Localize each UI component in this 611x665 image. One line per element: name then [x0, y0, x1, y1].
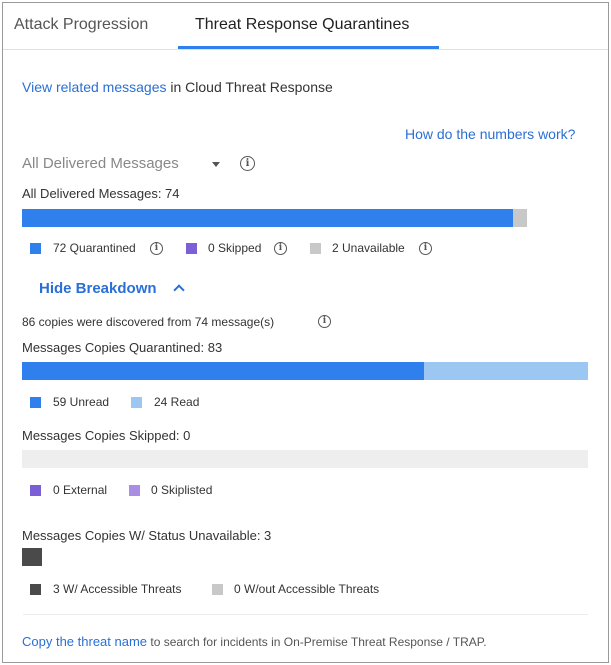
delivered-summary: All Delivered Messages: 74 — [22, 186, 180, 201]
info-icon[interactable]: i — [274, 242, 287, 255]
legend-quarantined: 72 Quarantined — [53, 241, 136, 255]
footer-line — [22, 633, 487, 651]
bar-segment-unavailable — [513, 209, 527, 227]
legend-swatch-skiplisted — [129, 485, 140, 496]
tab-divider — [3, 49, 608, 50]
hide-breakdown-button[interactable]: Hide Breakdown — [39, 280, 157, 297]
copies-unavailable-label: Messages Copies W/ Status Unavailable: 3 — [22, 528, 272, 543]
legend-swatch-without-threats — [212, 584, 223, 595]
legend-swatch-quarantined — [30, 243, 41, 254]
chevron-up-icon[interactable] — [173, 284, 184, 295]
legend-swatch-unavailable — [310, 243, 321, 254]
legend-without-threats: 0 W/out Accessible Threats — [234, 582, 380, 596]
bar-segment-quarantined — [22, 209, 513, 227]
info-icon[interactable]: i — [150, 242, 163, 255]
legend-external: 0 External — [53, 483, 108, 497]
quarantine-panel — [2, 2, 609, 663]
info-icon[interactable]: i — [318, 315, 331, 328]
legend-swatch-external — [30, 485, 41, 496]
legend-skipped: 0 Skipped — [208, 241, 262, 255]
legend-swatch-skipped — [186, 243, 197, 254]
view-related-messages-link[interactable]: View related messages — [22, 79, 167, 95]
bar-segment-unread — [22, 362, 424, 380]
info-icon[interactable]: i — [419, 242, 432, 255]
legend-swatch-unread — [30, 397, 41, 408]
bar-segment-with-threats — [22, 548, 42, 566]
bar-track-skipped — [22, 450, 588, 468]
copies-quarantined-label: Messages Copies Quarantined: 83 — [22, 340, 223, 355]
messages-filter-dropdown[interactable]: All Delivered Messages — [22, 155, 179, 172]
chevron-down-icon[interactable] — [212, 162, 220, 167]
how-numbers-work-link[interactable]: How do the numbers work? — [405, 126, 576, 142]
footer-divider — [23, 614, 588, 615]
related-messages-line — [22, 79, 333, 95]
legend-read: 24 Read — [154, 395, 200, 409]
legend-unavailable: 2 Unavailable — [332, 241, 405, 255]
legend-swatch-with-threats — [30, 584, 41, 595]
footer-suffix: to search for incidents in On-Premise Threat Response / TRAP. — [147, 635, 487, 649]
related-messages-suffix: in Cloud Threat Response — [166, 79, 333, 95]
copies-discovered-text: 86 copies were discovered from 74 message(s) — [22, 315, 275, 329]
legend-skiplisted: 0 Skiplisted — [151, 483, 213, 497]
bar-segment-read — [424, 362, 588, 380]
legend-swatch-read — [131, 397, 142, 408]
tab-threat-response-quarantines[interactable]: Threat Response Quarantines — [195, 16, 410, 33]
tab-attack-progression[interactable]: Attack Progression — [14, 16, 149, 33]
legend-unread: 59 Unread — [53, 395, 110, 409]
legend-with-threats: 3 W/ Accessible Threats — [53, 582, 182, 596]
copy-threat-name-link[interactable]: Copy the threat name — [22, 634, 148, 649]
info-icon[interactable]: i — [240, 156, 255, 171]
copies-skipped-label: Messages Copies Skipped: 0 — [22, 428, 191, 443]
